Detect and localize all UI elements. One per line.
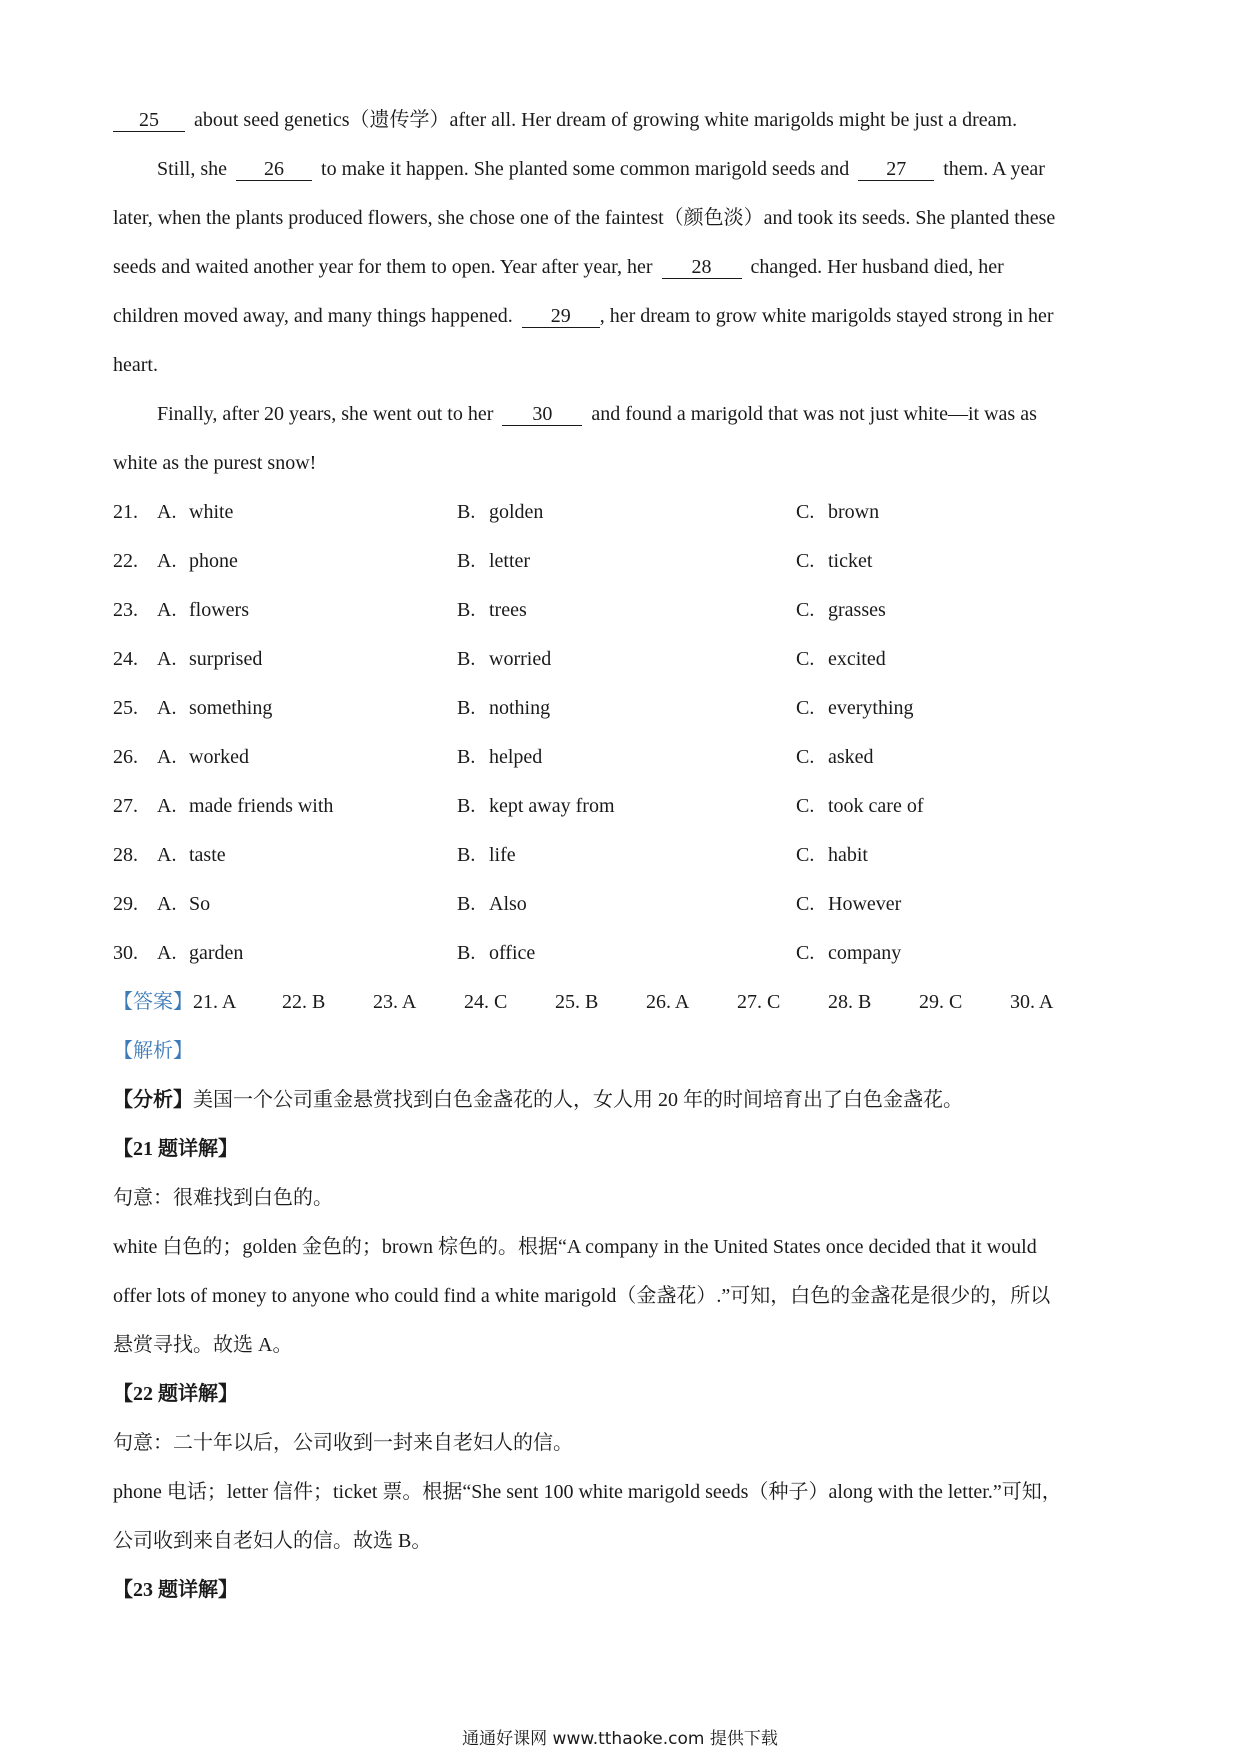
q22-text: 公司收到来自老妇人的信。故选 B。 bbox=[113, 1530, 432, 1552]
option-b bbox=[457, 537, 796, 586]
options-list bbox=[113, 488, 1133, 978]
option-letter: B. bbox=[457, 550, 476, 572]
option-text: So bbox=[189, 893, 211, 915]
option-letter: B. bbox=[457, 942, 476, 964]
q21-text: white 白色的；golden 金色的；brown 棕色的。根据“A company in the United States once decided that it would bbox=[113, 1236, 1037, 1258]
q22-text: phone 电话；letter 信件；ticket 票。根据“She sent 100 white marigold seeds（种子）along with the letter.”可知， bbox=[113, 1481, 1062, 1503]
passage-line bbox=[113, 243, 1133, 292]
option-letter: B. bbox=[457, 844, 476, 866]
option-text: brown bbox=[828, 501, 880, 523]
option-text: letter bbox=[489, 550, 531, 572]
option-text: helped bbox=[489, 746, 543, 768]
option-row bbox=[113, 929, 1133, 978]
page-footer: 通通好课网 www.tthaoke.com 提供下载 bbox=[462, 1729, 778, 1749]
option-letter: C. bbox=[796, 746, 815, 768]
option-text: worked bbox=[189, 746, 249, 768]
answer-item: 30. A bbox=[1010, 991, 1054, 1013]
q22-text: 句意：二十年以后，公司收到一封来自老妇人的信。 bbox=[113, 1432, 573, 1454]
blank-25: 25 bbox=[113, 109, 185, 132]
passage-text: Still, she bbox=[157, 158, 228, 180]
option-text: took care of bbox=[828, 795, 924, 817]
answer-item: 28. B bbox=[828, 991, 872, 1013]
passage-text: to make it happen. She planted some common marigold seeds and bbox=[321, 158, 850, 180]
option-letter: B. bbox=[457, 893, 476, 915]
analysis-tag: 【解析】 bbox=[113, 1040, 193, 1062]
option-c bbox=[796, 733, 1096, 782]
question-number: 30. bbox=[113, 942, 138, 964]
option-letter: B. bbox=[457, 648, 476, 670]
option-text: taste bbox=[189, 844, 226, 866]
option-a bbox=[157, 929, 457, 978]
answer-item: 26. A bbox=[646, 991, 690, 1013]
option-text: phone bbox=[189, 550, 238, 572]
option-c bbox=[796, 880, 1096, 929]
answer-item: 23. A bbox=[373, 991, 417, 1013]
answer-tag: 【答案】 bbox=[113, 991, 193, 1013]
option-letter: C. bbox=[796, 697, 815, 719]
option-c bbox=[796, 684, 1096, 733]
option-text: habit bbox=[828, 844, 868, 866]
analysis-label: 【分析】 bbox=[113, 1089, 193, 1111]
option-letter: A. bbox=[157, 795, 177, 817]
option-text: worried bbox=[489, 648, 552, 670]
q23-heading: 【23 题详解】 bbox=[113, 1579, 238, 1601]
blank-26: 26 bbox=[236, 158, 312, 181]
blank-30: 30 bbox=[502, 403, 582, 426]
option-letter: A. bbox=[157, 893, 177, 915]
option-text: asked bbox=[828, 746, 874, 768]
blank-27: 27 bbox=[858, 158, 934, 181]
passage-line: heart. bbox=[113, 354, 158, 376]
option-c bbox=[796, 831, 1096, 880]
option-text: flowers bbox=[189, 599, 249, 621]
answer-item: 21. A bbox=[193, 991, 237, 1013]
option-c bbox=[796, 586, 1096, 635]
option-letter: C. bbox=[796, 844, 815, 866]
passage-text: them. A year bbox=[943, 158, 1045, 180]
analysis-summary bbox=[113, 1076, 1133, 1125]
option-a bbox=[157, 586, 457, 635]
option-a bbox=[157, 733, 457, 782]
option-text: However bbox=[828, 893, 902, 915]
question-number: 22. bbox=[113, 550, 138, 572]
option-text: life bbox=[489, 844, 516, 866]
option-letter: C. bbox=[796, 550, 815, 572]
answer-item: 25. B bbox=[555, 991, 599, 1013]
option-letter: A. bbox=[157, 746, 177, 768]
option-text: company bbox=[828, 942, 902, 964]
passage-text: children moved away, and many things happened. bbox=[113, 305, 513, 327]
option-text: Also bbox=[489, 893, 527, 915]
option-a bbox=[157, 831, 457, 880]
option-text: everything bbox=[828, 697, 914, 719]
option-letter: C. bbox=[796, 942, 815, 964]
q21-text: offer lots of money to anyone who could find a white marigold（金盏花）.”可知，白色的金盏花是很少的，所以 bbox=[113, 1285, 1051, 1307]
question-number: 24. bbox=[113, 648, 138, 670]
answer-item: 22. B bbox=[282, 991, 326, 1013]
option-text: garden bbox=[189, 942, 244, 964]
passage-line bbox=[113, 390, 1133, 439]
option-row bbox=[113, 880, 1133, 929]
option-text: made friends with bbox=[189, 795, 334, 817]
q21-text: 句意：很难找到白色的。 bbox=[113, 1187, 333, 1209]
option-b bbox=[457, 929, 796, 978]
option-text: kept away from bbox=[489, 795, 615, 817]
option-b bbox=[457, 831, 796, 880]
option-text: nothing bbox=[489, 697, 551, 719]
answer-item: 29. C bbox=[919, 991, 963, 1013]
option-letter: C. bbox=[796, 501, 815, 523]
option-letter: B. bbox=[457, 501, 476, 523]
document-page bbox=[113, 96, 1133, 1615]
option-letter: A. bbox=[157, 697, 177, 719]
option-b bbox=[457, 684, 796, 733]
question-number: 23. bbox=[113, 599, 138, 621]
answer-row bbox=[113, 978, 1133, 1027]
passage-line bbox=[113, 96, 1133, 145]
question-number: 27. bbox=[113, 795, 138, 817]
blank-28: 28 bbox=[662, 256, 742, 279]
answer-items bbox=[193, 978, 1101, 1027]
option-text: trees bbox=[489, 599, 527, 621]
passage-text: Finally, after 20 years, she went out to her bbox=[157, 403, 494, 425]
answer-item: 24. C bbox=[464, 991, 508, 1013]
option-b bbox=[457, 733, 796, 782]
option-text: white bbox=[189, 501, 234, 523]
option-letter: A. bbox=[157, 599, 177, 621]
passage-line: later, when the plants produced flowers, she chose one of the faintest（颜色淡）and took its seeds. She planted these bbox=[113, 207, 1056, 229]
passage-line: white as the purest snow! bbox=[113, 452, 317, 474]
option-c bbox=[796, 782, 1096, 831]
q21-text: 悬赏寻找。故选 A。 bbox=[113, 1334, 293, 1356]
option-row bbox=[113, 684, 1133, 733]
passage-line bbox=[113, 292, 1133, 341]
answer-item: 27. C bbox=[737, 991, 781, 1013]
option-row bbox=[113, 488, 1133, 537]
option-a bbox=[157, 880, 457, 929]
q21-heading: 【21 题详解】 bbox=[113, 1138, 238, 1160]
question-number: 26. bbox=[113, 746, 138, 768]
option-b bbox=[457, 782, 796, 831]
option-text: golden bbox=[489, 501, 544, 523]
question-number: 25. bbox=[113, 697, 138, 719]
option-b bbox=[457, 880, 796, 929]
option-letter: C. bbox=[796, 893, 815, 915]
option-letter: C. bbox=[796, 795, 815, 817]
option-letter: A. bbox=[157, 648, 177, 670]
option-text: something bbox=[189, 697, 273, 719]
option-text: ticket bbox=[828, 550, 873, 572]
option-letter: B. bbox=[457, 746, 476, 768]
option-letter: B. bbox=[457, 697, 476, 719]
option-c bbox=[796, 635, 1096, 684]
option-a bbox=[157, 635, 457, 684]
analysis-text: 美国一个公司重金悬赏找到白色金盏花的人，女人用 20 年的时间培育出了白色金盏花。 bbox=[193, 1089, 963, 1111]
passage-text: and found a marigold that was not just white—it was as bbox=[591, 403, 1037, 425]
option-letter: B. bbox=[457, 795, 476, 817]
q22-heading: 【22 题详解】 bbox=[113, 1383, 238, 1405]
option-text: grasses bbox=[828, 599, 886, 621]
question-number: 29. bbox=[113, 893, 138, 915]
question-number: 28. bbox=[113, 844, 138, 866]
passage-text: changed. Her husband died, her bbox=[750, 256, 1004, 278]
option-letter: C. bbox=[796, 648, 815, 670]
option-row bbox=[113, 635, 1133, 684]
option-letter: A. bbox=[157, 844, 177, 866]
option-row bbox=[113, 733, 1133, 782]
passage-text: , her dream to grow white marigolds stayed strong in her bbox=[599, 305, 1054, 327]
option-row bbox=[113, 831, 1133, 880]
option-letter: B. bbox=[457, 599, 476, 621]
option-letter: A. bbox=[157, 550, 177, 572]
option-a bbox=[157, 488, 457, 537]
option-letter: C. bbox=[796, 599, 815, 621]
option-letter: A. bbox=[157, 501, 177, 523]
option-b bbox=[457, 586, 796, 635]
option-a bbox=[157, 782, 457, 831]
option-a bbox=[157, 537, 457, 586]
option-c bbox=[796, 537, 1096, 586]
option-c bbox=[796, 488, 1096, 537]
option-row bbox=[113, 782, 1133, 831]
option-b bbox=[457, 635, 796, 684]
option-text: excited bbox=[828, 648, 886, 670]
passage-text: seeds and waited another year for them to open. Year after year, her bbox=[113, 256, 653, 278]
option-b bbox=[457, 488, 796, 537]
passage-line bbox=[113, 145, 1133, 194]
option-text: surprised bbox=[189, 648, 263, 670]
passage-text: about seed genetics（遗传学）after all. Her dream of growing white marigolds might be just a dream. bbox=[194, 109, 1018, 131]
option-row bbox=[113, 586, 1133, 635]
option-row bbox=[113, 537, 1133, 586]
option-c bbox=[796, 929, 1096, 978]
blank-29: 29 bbox=[522, 305, 600, 328]
question-number: 21. bbox=[113, 501, 138, 523]
option-letter: A. bbox=[157, 942, 177, 964]
option-a bbox=[157, 684, 457, 733]
option-text: office bbox=[489, 942, 536, 964]
